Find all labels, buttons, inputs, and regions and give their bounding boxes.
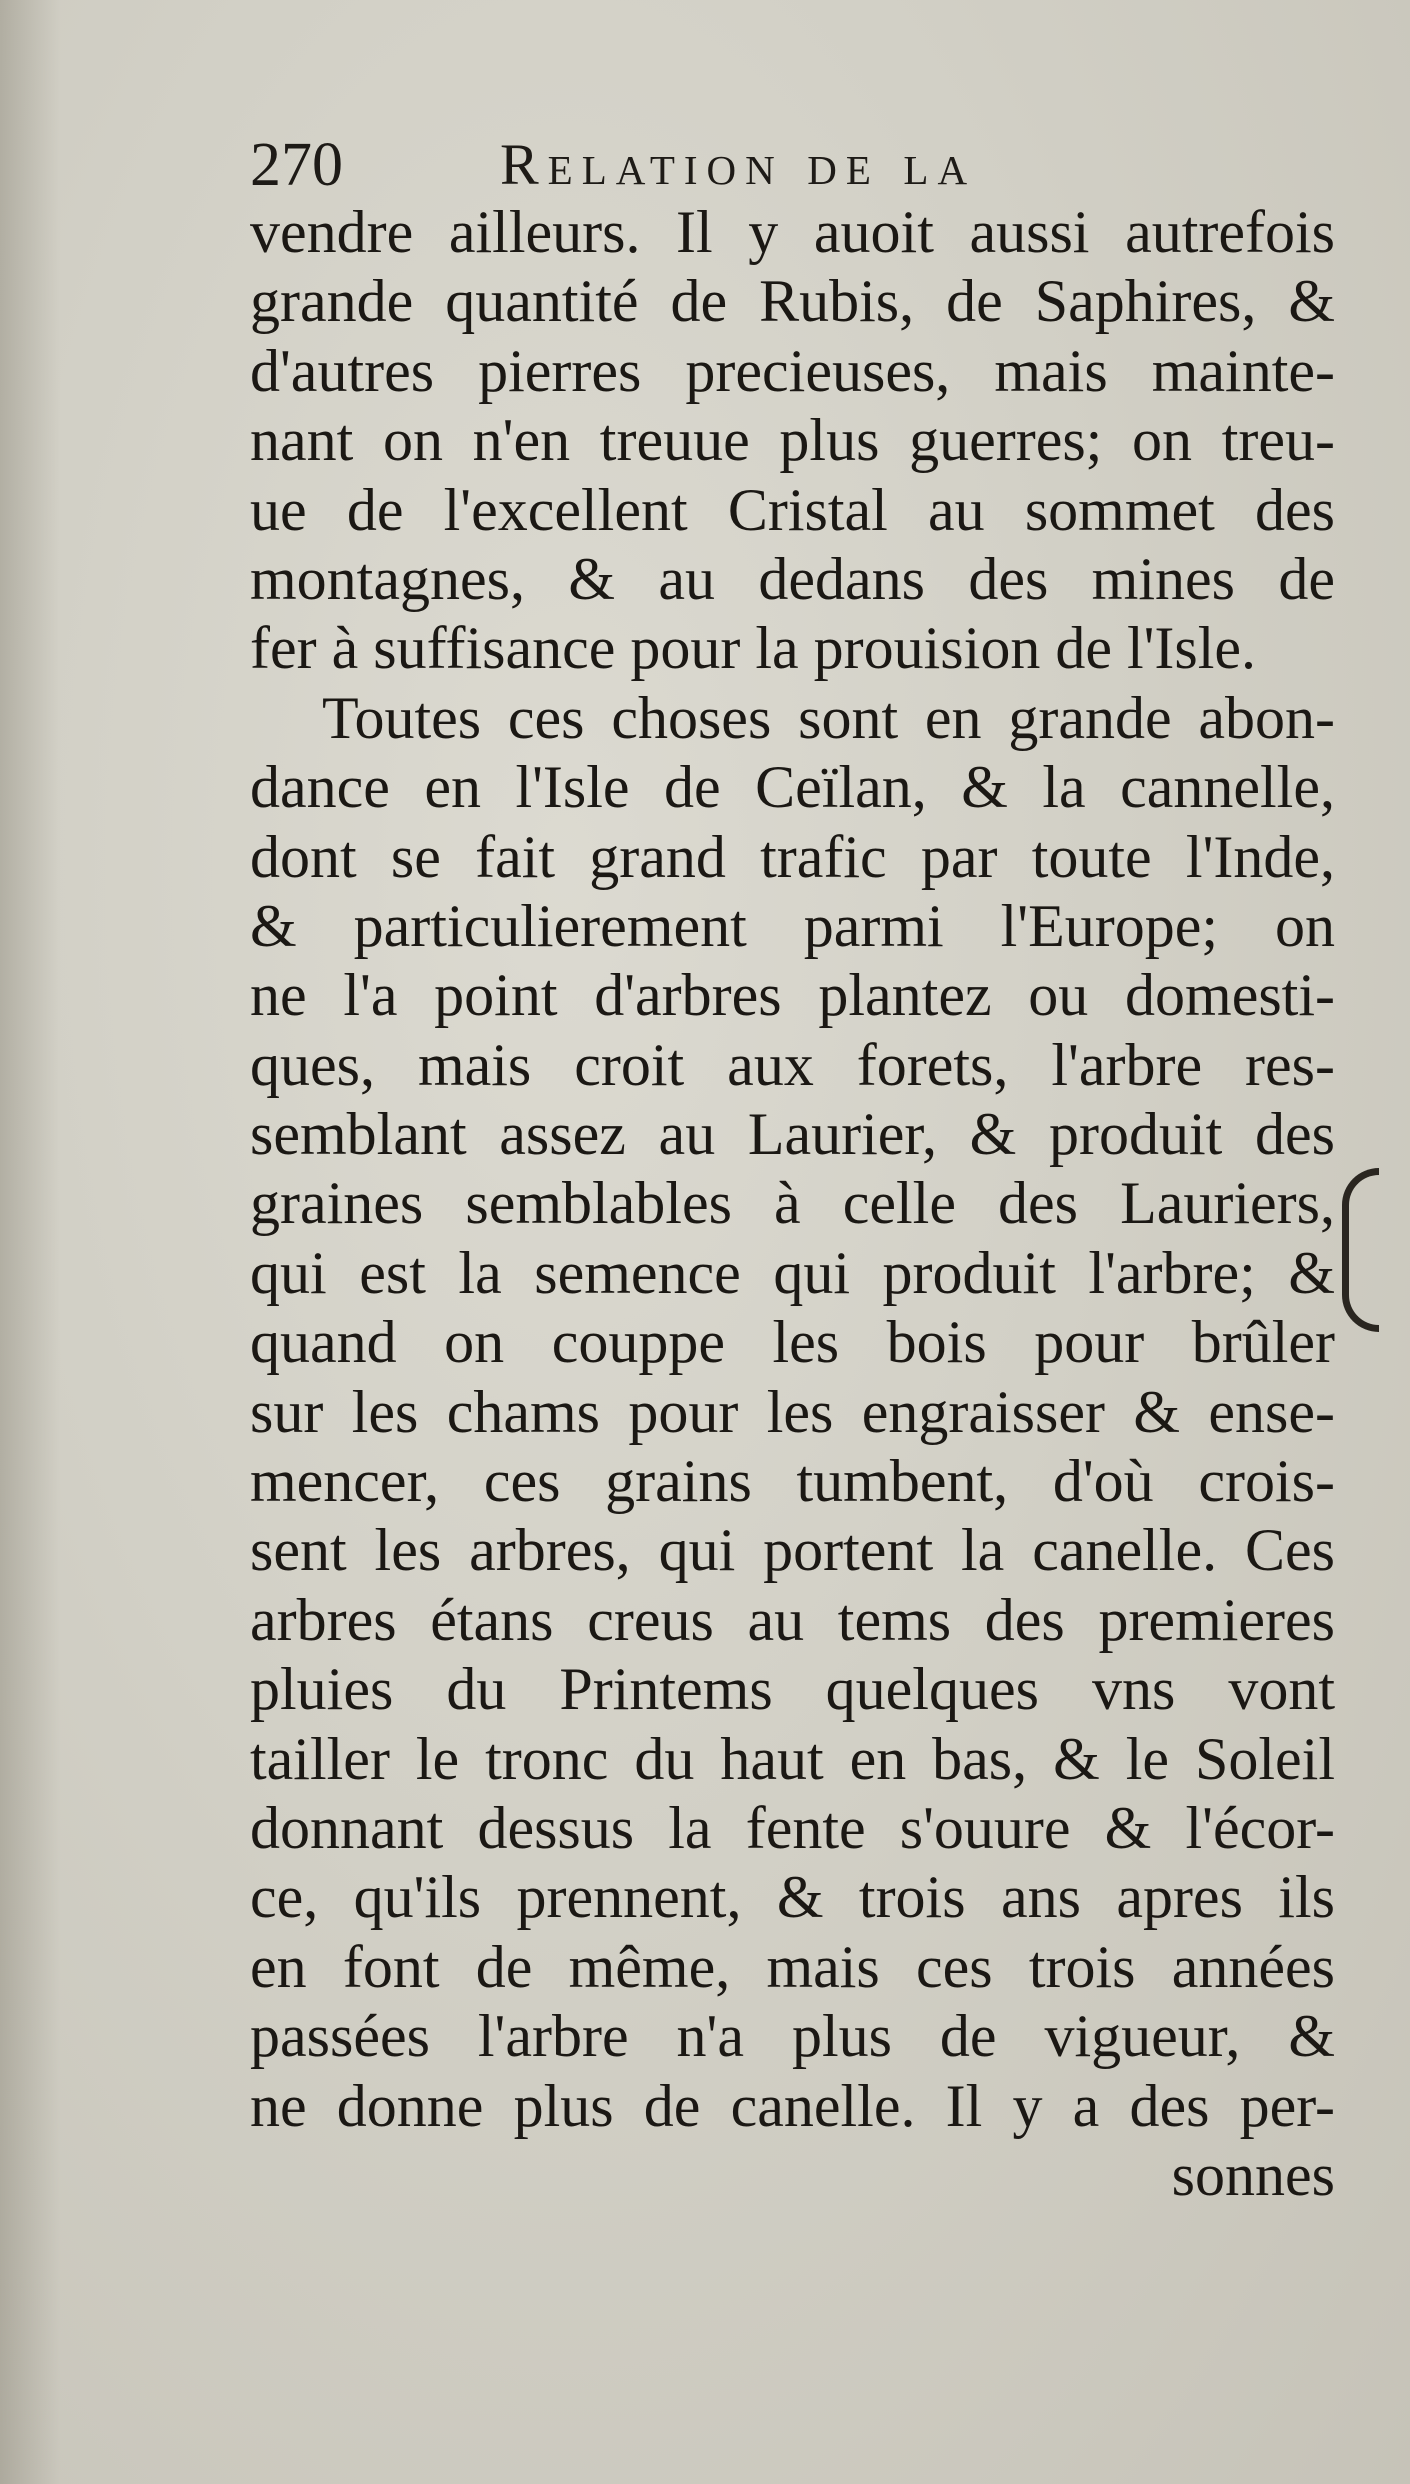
text-line: fer à suffisance pour la prouision de l'Isle. bbox=[250, 615, 1257, 682]
text-line: qui est la semence qui produit l'arbre; & bbox=[250, 1239, 1335, 1306]
catchword: sonnes bbox=[1171, 2141, 1335, 2208]
text-line: & particulierement parmi l'Europe; on bbox=[250, 892, 1335, 959]
text-line: dance en l'Isle de Ceïlan, & la cannelle, bbox=[250, 754, 1335, 821]
page-header bbox=[250, 125, 1350, 205]
page-gutter-shadow bbox=[0, 0, 60, 2484]
text-line: graines semblables à celle des Lauriers, bbox=[250, 1170, 1335, 1237]
text-line: ne donne plus de canelle. Il y a des per- bbox=[250, 2072, 1335, 2139]
text-line: mencer, ces grains tumbent, d'où crois- bbox=[250, 1448, 1335, 1515]
text-line: en font de même, mais ces trois années bbox=[250, 1933, 1335, 2000]
text-line: dont se fait grand trafic par toute l'Inde, bbox=[250, 823, 1335, 890]
text-line: vendre ailleurs. Il y auoit aussi autrefois bbox=[250, 199, 1335, 265]
text-line: montagnes, & au dedans des mines de bbox=[250, 545, 1335, 612]
text-line: passées l'arbre n'a plus de vigueur, & bbox=[250, 2003, 1335, 2070]
text-line: pluies du Printems quelques vns vont bbox=[250, 1656, 1335, 1723]
paragraph-start-line: Toutes ces choses sont en grande abon- bbox=[322, 684, 1335, 751]
text-line: ne l'a point d'arbres plantez ou domesti- bbox=[250, 962, 1335, 1029]
text-line: d'autres pierres precieuses, mais mainte- bbox=[250, 337, 1335, 404]
text-line: ce, qu'ils prennent, & trois ans apres ils bbox=[250, 1864, 1335, 1931]
text-line: ques, mais croit aux forets, l'arbre res- bbox=[250, 1031, 1335, 1098]
text-line: quand on couppe les bois pour brûler bbox=[250, 1309, 1335, 1376]
text-line: tailler le tronc du haut en bas, & le Soleil bbox=[250, 1725, 1335, 1792]
text-line: sur les chams pour les engraisser & ense- bbox=[250, 1378, 1335, 1445]
text-line: ue de l'excellent Cristal au sommet des bbox=[250, 476, 1335, 543]
page-clip-mark bbox=[1342, 1168, 1379, 1332]
text-line: sent les arbres, qui portent la canelle. Ces bbox=[250, 1517, 1335, 1584]
body-text bbox=[250, 198, 1335, 2210]
text-line: grande quantité de Rubis, de Saphires, & bbox=[250, 268, 1335, 335]
text-line: arbres étans creus au tems des premieres bbox=[250, 1586, 1335, 1653]
text-line: semblant assez au Laurier, & produit des bbox=[250, 1101, 1335, 1168]
page-number: 270 bbox=[250, 131, 343, 199]
text-line: nant on n'en treuue plus guerres; on treu- bbox=[250, 407, 1335, 474]
text-line: donnant dessus la fente s'ouure & l'écor- bbox=[250, 1794, 1335, 1861]
running-title: Relation de la bbox=[500, 132, 977, 197]
